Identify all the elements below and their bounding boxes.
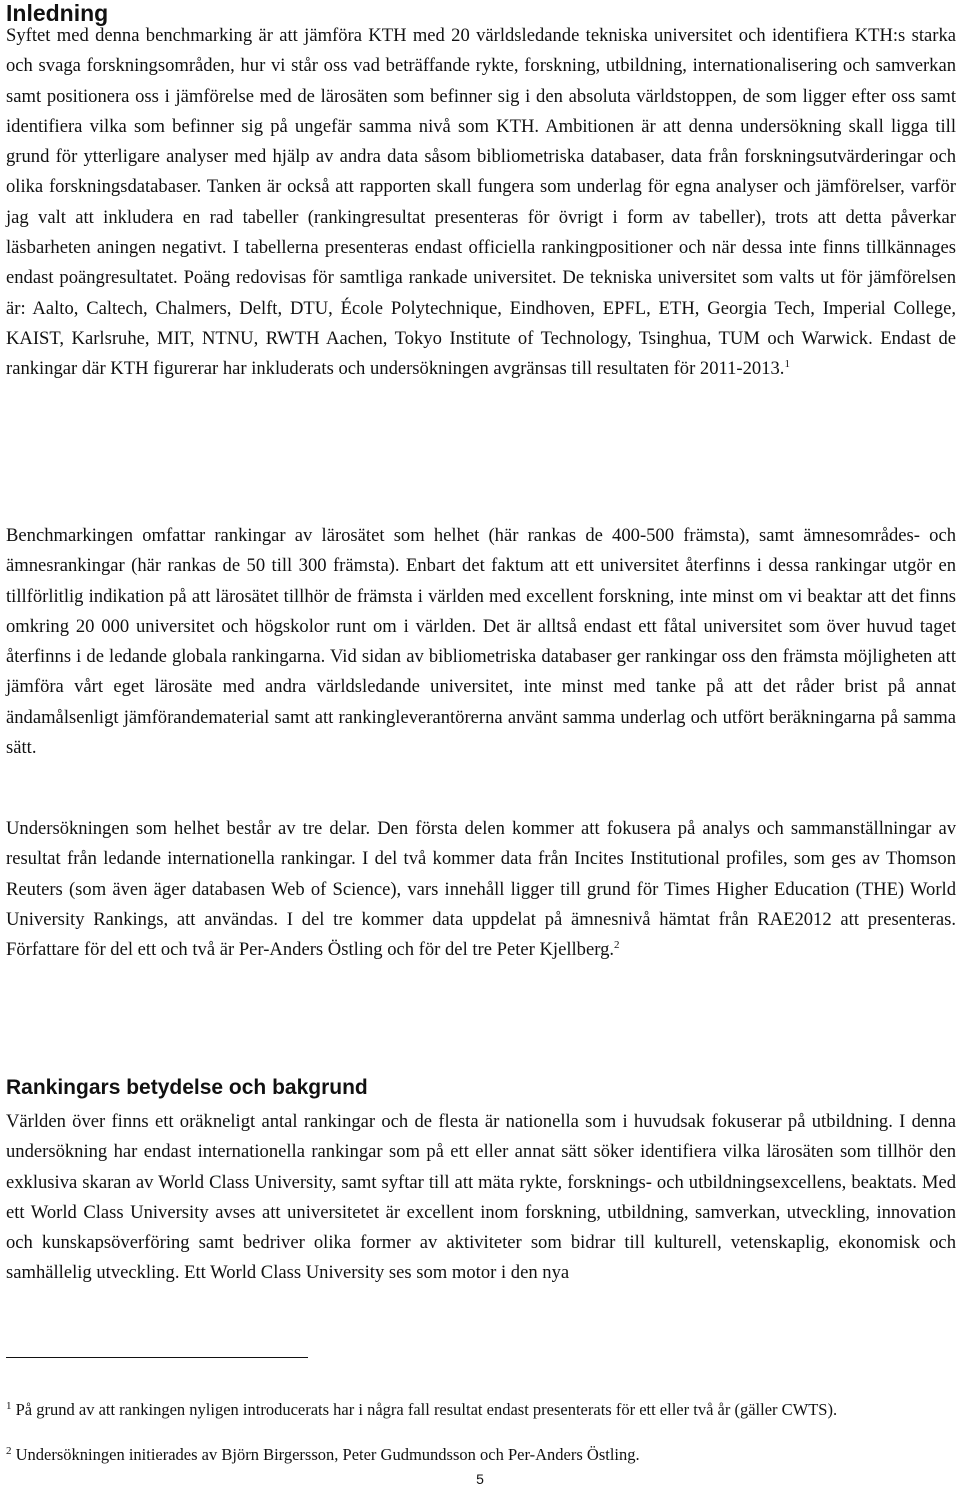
footnote-reference-1[interactable]: 1 (784, 358, 790, 371)
paragraph-rankings-background: Världen över finns ett oräkneligt antal rankingar och de flesta är nationella som i huvudsak fokuserar på utbildning. I denna undersökning har endast internationella rankingar som på ett eller annat sätt söker identifiera vilka lärosäten som tillhör den exklusiva skaran av World Class University, samt syftar till att mäta rykte, forsknings- och utbildningsexcellens, beaktats. Med ett World Class University avses att universitetet är excellent inom forskning, utbildning, samverkan, utveckling, innovation och kunskapsöverföring samt bedriver olika former av aktiviteter som bidrar till kulturell, vetenskaplig, ekonomisk och samhällelig utveckling. Ett World Class University ses som motor i den nya (6, 1111, 956, 1284)
page-number: 5 (476, 1471, 484, 1487)
paragraph-benchmarking-scope: Benchmarkingen omfattar rankingar av lärosätet som helhet (här rankas de 400-500 främsta), samt ämnesområdes- och ämnesrankingar (här rankas de 50 till 300 främsta). Enbart det faktum att ett universitet återfinns i dessa rankingar utgör en tillförlitlig indikation på att lärosätet tillhör de främsta i världen med excellent forskning, inte minst om vi beaktar att det finns omkring 20 000 universitet och högskolor runt om i världen. Det är alltså endast ett fåtal universitet som över huvud taget återfinns i de ledande globala rankingarna. Vid sidan av bibliometriska databaser ger rankingar oss den främsta möjligheten att jämföra vårt eget lärosäte med andra världsledande universitet, inte minst med tanke på att det råder brist på annat ändamålsenligt jämförandematerial samt att rankingleverantörerna använt samma underlag och utfört beräkningarna på samma sätt. (6, 525, 956, 759)
paragraph-study-parts (6, 814, 956, 965)
footnote-2 (6, 1444, 956, 1466)
paragraph-study-parts-text: Undersökningen som helhet består av tre delar. Den första delen kommer att fokusera på analys och sammanställningar av resultat från ledande internationella rankingar. I del två kommer data från Incites Institutional profiles, som ges av Thomson Reuters (som även äger databasen Web of Science), vars innehåll ligger till grund för Times Higher Education (THE) World University Rankings, att användas. I del tre kommer data uppdelat på ämnesnivå hämtat från RAE2012 att presenteras. Författare för del ett och två är Per-Anders Östling och för del tre Peter Kjellberg. (6, 818, 956, 961)
paragraph-purpose (6, 21, 956, 385)
paragraph-purpose-text: Syftet med denna benchmarking är att jämföra KTH med 20 världsledande tekniska universitet och identifiera KTH:s starka och svaga forskningsområden, hur vi står oss vad beträffande rykte, forskning, utbildning, internationalisering och samverkan samt positionera oss i jämförelse med de lärosäten som befinner sig i den absoluta världstoppen, de som ligger efter oss samt identifiera vilka som befinner sig på ungefär samma nivå som KTH. Ambitionen är att denna undersökning skall ligga till grund för ytterligare analyser med hjälp av andra data såsom bibliometriska databaser, data från forskningsutvärderingar och olika forskningsdatabaser. Tanken är också att rapporten skall fungera som underlag för egna analyser och jämförelser, varför jag valt att inkludera en rad tabeller (rankingresultat presenteras för övrigt i form av tabeller), trots att detta påverkar läsbarheten aningen negativt. I tabellerna presenteras endast officiella rankingpositioner och när dessa inte finns tillkännages endast poängresultatet. Poäng redovisas för samtliga rankade universitet. De tekniska universitet som valts ut för jämförelsen är: Aalto, Caltech, Chalmers, Delft, DTU, École Polytechnique, Eindhoven, EPFL, ETH, Georgia Tech, Imperial College, KAIST, Karlsruhe, MIT, NTNU, RWTH Aachen, Tokyo Institute of Technology, Tsinghua, TUM och Warwick. Endast de rankingar där KTH figurerar har inkluderats och undersökningen avgränsas till resultaten för 2011-2013. (6, 25, 956, 380)
footnote-1 (6, 1399, 956, 1421)
section-heading-inledning: Inledning (6, 0, 109, 26)
footnote-reference-2[interactable]: 2 (614, 939, 620, 952)
footnote-separator (6, 1357, 308, 1358)
footnote-1-mark: 1 (6, 1400, 12, 1412)
footnote-2-text: Undersökningen initierades av Björn Birgersson, Peter Gudmundsson och Per-Anders Östling. (15, 1445, 640, 1464)
footnote-2-mark: 2 (6, 1445, 12, 1457)
footnote-1-text: På grund av att rankingen nyligen introducerats har i några fall resultat endast presenterats för ett eller två år (gäller CWTS). (15, 1400, 838, 1419)
section-heading-rankingars-betydelse: Rankingars betydelse och bakgrund (6, 1076, 368, 1099)
